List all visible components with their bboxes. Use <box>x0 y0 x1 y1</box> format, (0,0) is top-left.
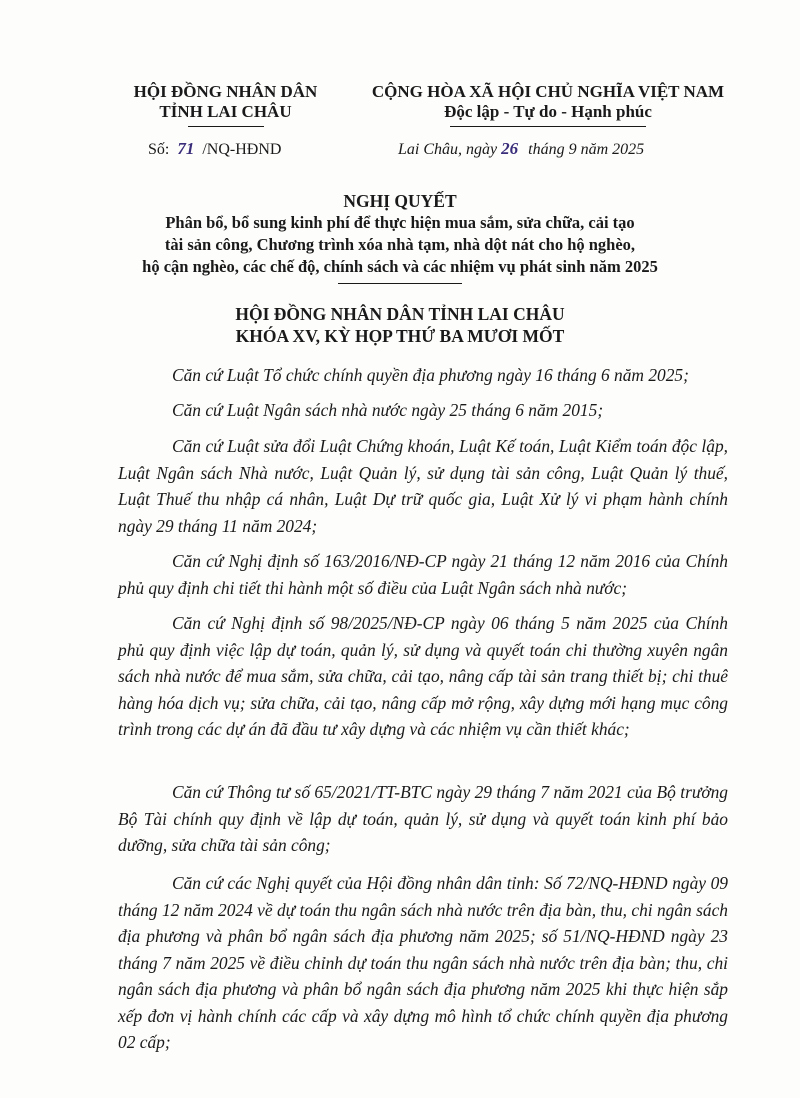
issuer-underline <box>188 126 264 127</box>
council-line-1: HỘI ĐỒNG NHÂN DÂN TỈNH LAI CHÂU <box>235 304 565 324</box>
document-title <box>100 190 700 278</box>
issuer-line-1: HỘI ĐỒNG NHÂN DÂN <box>133 82 318 101</box>
issuer-line-2: TỈNH LAI CHÂU <box>159 102 292 121</box>
motto-underline <box>450 126 646 127</box>
legal-basis-2: Căn cứ Luật Ngân sách nhà nước ngày 25 tháng 6 năm 2015; <box>172 400 604 420</box>
legal-basis-4: Căn cứ Nghị định số 163/2016/NĐ-CP ngày 21 tháng 12 năm 2016 của Chính phủ quy định chi tiết thi hành một số điều của Luật Ngân sách nhà nước; <box>118 551 728 598</box>
legal-basis-5: Căn cứ Nghị định số 98/2025/NĐ-CP ngày 06 tháng 5 năm 2025 của Chính phủ quy định việc lập dự toán, quản lý, sử dụng và quyết toán chi thường xuyên ngân sách nhà nước để mua sắm, sửa chữa, cải tạo, nâng cấp tài sản trang thiết bị; chi thuê hàng hóa dịch vụ; sửa chữa, cải tạo, nâng cấp mở rộng, xây dựng mới hạng mục công trình trong các dự án đã đầu tư xây dựng và các nhiệm vụ cần thiết khác; <box>118 613 728 739</box>
council-line-2: KHÓA XV, KỲ HỌP THỨ BA MƯƠI MỐT <box>235 326 565 346</box>
title-underline <box>338 283 462 284</box>
council-heading <box>100 303 700 347</box>
motto: Độc lập - Tự do - Hạnh phúc <box>444 102 652 121</box>
title-line-3: hộ cận nghèo, các chế độ, chính sách và các nhiệm vụ phát sinh năm 2025 <box>142 257 658 276</box>
legal-basis-3: Căn cứ Luật sửa đổi Luật Chứng khoán, Luật Kế toán, Luật Kiểm toán độc lập, Luật Ngân sách Nhà nước, Luật Quản lý, sử dụng tài sản công, Luật Quản lý thuế, Luật Thuế thu nhập cá nhân, Luật Dự trữ quốc gia, Luật Xử lý vi phạm hành chính ngày 29 tháng 11 năm 2024; <box>118 436 728 536</box>
title-heading: NGHỊ QUYẾT <box>343 191 457 211</box>
legal-basis-1: Căn cứ Luật Tổ chức chính quyền địa phương ngày 16 tháng 6 năm 2025; <box>172 365 689 385</box>
place-date: Lai Châu, ngày 26 tháng 9 năm 2025 <box>398 139 645 158</box>
national-motto <box>348 82 748 122</box>
title-line-2: tài sản công, Chương trình xóa nhà tạm, nhà dột nát cho hộ nghèo, <box>164 235 636 254</box>
legal-basis-6: Căn cứ Thông tư số 65/2021/TT-BTC ngày 29 tháng 7 năm 2021 của Bộ trưởng Bộ Tài chính quy định về lập dự toán, quản lý, sử dụng và quyết toán kinh phí bảo dưỡng, sửa chữa tài sản công; <box>118 782 728 855</box>
legal-basis-7: Căn cứ các Nghị quyết của Hội đồng nhân dân tỉnh: Số 72/NQ-HĐND ngày 09 tháng 12 năm 2024 về dự toán thu ngân sách nhà nước trên địa bàn, thu, chi ngân sách địa phương và phân bổ ngân sách địa phương năm 2025; số 51/NQ-HĐND ngày 23 tháng 7 năm 2025 về điều chỉnh dự toán thu ngân sách nhà nước trên địa bàn; thu, chi ngân sách địa phương và phân bổ ngân sách địa phương năm 2025 khi thực hiện sắp xếp đơn vị hành chính các cấp và xây dựng mô hình tổ chức chính quyền địa phương 02 cấp; <box>118 873 728 1052</box>
handwritten-day: 26 <box>501 139 519 158</box>
document-number: Số: 71 /NQ-HĐND <box>148 139 282 158</box>
issuer-name <box>118 82 333 122</box>
handwritten-number: 71 <box>177 139 195 158</box>
title-line-1: Phân bổ, bổ sung kinh phí để thực hiện mua sắm, sửa chữa, cải tạo <box>165 213 635 232</box>
country-name: CỘNG HÒA XÃ HỘI CHỦ NGHĨA VIỆT NAM <box>371 82 725 101</box>
